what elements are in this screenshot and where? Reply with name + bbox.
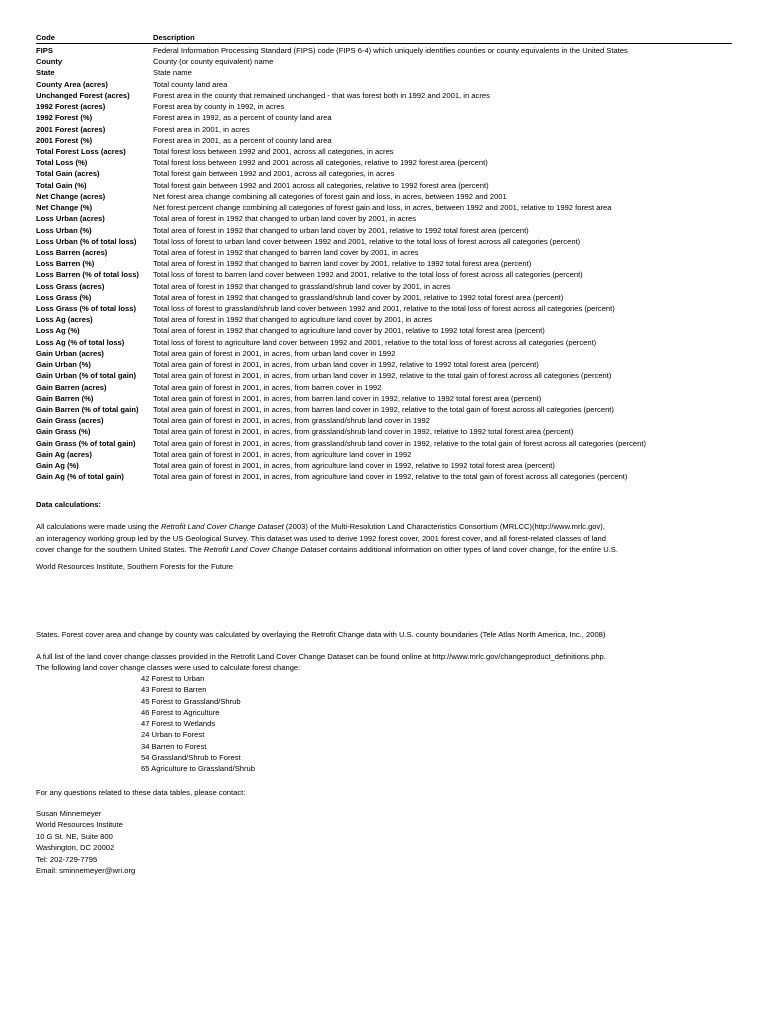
calc-line-3 (36, 544, 618, 555)
field-code: Net Change (acres) (36, 191, 106, 201)
field-code: Total Loss (%) (36, 158, 88, 168)
field-description: Total loss of forest to barren land cover between 1992 and 2001, relative to the total loss of forest across all categories (percent) (153, 270, 583, 280)
dataset-name: Retrofit Land Cover Change Dataset (160, 522, 284, 531)
field-code: Total Forest Loss (acres) (36, 146, 126, 156)
calc-line-1-b: (2003) of the Multi-Resolution Land Characteristics Consortium (MRLCC)(http://www.mrlc.gov), (283, 522, 605, 531)
table-row (36, 135, 732, 146)
field-code: Net Change (%) (36, 203, 93, 213)
field-code: FIPS (36, 46, 53, 55)
full-list-line-2: The following land cover change classes were used to calculate forest change: (36, 663, 301, 672)
full-list-line-1: A full list of the land cover change classes provided in the Retrofit Land Cover Change Dataset can be found online at http://www.mrlc.gov/changeproduct_definitions.php. (36, 652, 606, 661)
field-code: Loss Grass (% of total loss) (36, 304, 137, 314)
field-code: Loss Urban (acres) (36, 214, 105, 224)
table-row (36, 292, 732, 303)
calc-line-1-a: All calculations were made using the (36, 522, 161, 531)
field-description: County (or county equivalent) name (153, 57, 274, 67)
field-code: 2001 Forest (acres) (36, 124, 106, 134)
field-description: Total area of forest in 1992 that changed to barren land cover by 2001, relative to 1992 total forest area (percent) (153, 259, 532, 269)
contact-line: Susan Minnemeyer (36, 809, 102, 818)
field-code: Gain Urban (%) (36, 360, 91, 370)
field-description: Total area gain of forest in 2001, in acres, from barren land cover in 1992, relative to 1992 total forest area (percent) (153, 393, 542, 403)
field-code: Total Gain (%) (36, 180, 87, 190)
data-calculations-heading: Data calculations: (36, 500, 101, 509)
contact-line: Email: sminnemeyer@wri.org (36, 865, 136, 875)
field-description: Forest area in 2001, as a percent of county land area (153, 135, 332, 145)
table-row (36, 90, 732, 101)
table-row (36, 303, 732, 314)
field-description: Total loss of forest to grassland/shrub land cover between 1992 and 2001, relative to the total loss of forest across all categories (percent) (153, 304, 615, 314)
list-item: 24 Urban to Forest (141, 730, 205, 740)
field-code: Gain Urban (% of total gain) (36, 371, 136, 381)
field-code: 1992 Forest (%) (36, 113, 93, 123)
field-description: Total area gain of forest in 2001, in acres, from urban land cover in 1992 (153, 348, 396, 358)
field-description: Total area of forest in 1992 that changed to urban land cover by 2001, in acres (153, 214, 416, 224)
table-row (36, 370, 732, 381)
field-code: 1992 Forest (acres) (36, 102, 106, 112)
table-row (36, 202, 732, 213)
table-row (36, 449, 732, 460)
field-description: Total area of forest in 1992 that changed to urban land cover by 2001, relative to 1992 total forest area (percent) (153, 225, 529, 235)
field-code: Gain Grass (%) (36, 427, 91, 437)
field-code: Loss Grass (acres) (36, 281, 105, 291)
table-row (36, 404, 732, 415)
field-description: State name (153, 68, 192, 78)
table-row (36, 393, 732, 404)
field-description: Forest area by county in 1992, in acres (153, 102, 285, 112)
field-code: Gain Grass (acres) (36, 416, 104, 426)
table-row (36, 247, 732, 258)
table-row (36, 382, 732, 393)
list-item: 42 Forest to Urban (141, 674, 205, 683)
field-description: Total area gain of forest in 2001, in acres, from grassland/shrub land cover in 1992 (153, 416, 430, 426)
contact-line: World Resources Institute (36, 820, 123, 830)
table-row (36, 258, 732, 269)
list-item: 46 Forest to Agriculture (141, 707, 220, 717)
field-description: Total loss of forest to urban land cover between 1992 and 2001, relative to the total loss of forest across all categories (percent) (153, 236, 581, 246)
contact-line: Washington, DC 20002 (36, 843, 115, 853)
table-row (36, 314, 732, 325)
field-description: Total area of forest in 1992 that changed to grassland/shrub land cover by 2001, relative to 1992 total forest area (percent) (153, 292, 564, 302)
table-row (36, 56, 732, 67)
contact-intro: For any questions related to these data tables, please contact: (36, 788, 246, 797)
table-row (36, 471, 732, 482)
field-code: Loss Barren (%) (36, 259, 95, 269)
table-row (36, 281, 732, 292)
field-code: County (36, 57, 63, 67)
list-item: 34 Barren to Forest (141, 741, 207, 751)
table-header (36, 33, 732, 44)
change-classes-list (141, 673, 255, 775)
table-row (36, 168, 732, 179)
field-code: Gain Barren (acres) (36, 382, 107, 392)
header-description: Description (153, 33, 195, 42)
field-code: Loss Ag (% of total loss) (36, 337, 125, 347)
header-code: Code (36, 33, 55, 42)
field-description: Total area gain of forest in 2001, in acres, from grassland/shrub land cover in 1992, relative to the total gain of forest across all categories (percent) (153, 438, 647, 448)
table-row (36, 112, 732, 123)
field-description: Forest area in 2001, in acres (153, 124, 250, 134)
field-code: Gain Barren (%) (36, 393, 94, 403)
table-row (36, 359, 732, 370)
organization-line: World Resources Institute, Southern Forests for the Future (36, 562, 233, 571)
field-description: Total area of forest in 1992 that changed to agriculture land cover by 2001, relative to 1992 total forest area (percent) (153, 326, 545, 336)
table-row (36, 79, 732, 90)
table-row (36, 236, 732, 247)
field-code: Loss Barren (% of total loss) (36, 270, 139, 280)
table-row (36, 67, 732, 78)
field-description: Total area of forest in 1992 that changed to grassland/shrub land cover by 2001, in acres (153, 281, 451, 291)
field-description: Total area gain of forest in 2001, in acres, from barren cover in 1992 (153, 382, 382, 392)
table-row (36, 325, 732, 336)
field-code: County Area (acres) (36, 79, 108, 89)
contact-line: Tel: 202-729-7795 (36, 854, 98, 864)
field-description: Total area gain of forest in 2001, in acres, from urban land cover in 1992, relative to the total gain of forest across all categories (percent) (153, 371, 612, 381)
table-row (36, 460, 732, 471)
calc-line-2: an interagency working group led by the US Geological Survey. This dataset was used to derive 1992 forest cover, 2001 forest cover, and all forest-related classes of land (36, 534, 606, 543)
field-description: Total forest gain between 1992 and 2001, across all categories, in acres (153, 169, 395, 179)
field-code: Loss Urban (%) (36, 225, 92, 235)
list-item: 65 Agriculture to Grassland/Shrub (141, 764, 255, 774)
field-description: Total area of forest in 1992 that changed to barren land cover by 2001, in acres (153, 247, 419, 257)
list-item: 47 Forest to Wetlands (141, 719, 216, 729)
contact-block (36, 808, 135, 876)
table-row (36, 225, 732, 236)
field-code: Unchanged Forest (acres) (36, 90, 130, 100)
field-description: Total forest loss between 1992 and 2001 across all categories, relative to 1992 forest area (percent) (153, 158, 488, 168)
table-row (36, 415, 732, 426)
table-row (36, 438, 732, 449)
table-row (36, 146, 732, 157)
field-description: Forest area in 1992, as a percent of county land area (153, 113, 332, 123)
field-description: Total area gain of forest in 2001, in acres, from agriculture land cover in 1992, relative to the total gain of forest across all categories (percent) (153, 472, 628, 482)
table-row (36, 191, 732, 202)
field-description: Total county land area (153, 79, 228, 89)
dataset-name-2: Retrofit Land Cover Change Dataset (203, 545, 327, 554)
calc-line-3-b: contains additional information on other types of land cover change, for the entire U.S. (326, 545, 618, 554)
field-description: Total area gain of forest in 2001, in acres, from agriculture land cover in 1992 (153, 449, 412, 459)
table-row (36, 124, 732, 135)
field-code: Gain Urban (acres) (36, 348, 104, 358)
field-code: 2001 Forest (%) (36, 135, 93, 145)
field-description: Net forest percent change combining all categories of forest gain and loss, in acres, between 1992 and 2001, relative to 1992 forest area (153, 203, 612, 213)
field-description: Federal Information Processing Standard (FIPS) code (FIPS 6-4) which uniquely identifies counties or county equivalents in the United States (153, 46, 628, 55)
field-description: Total area gain of forest in 2001, in acres, from urban land cover in 1992, relative to 1992 total forest area (percent) (153, 360, 539, 370)
calc-line-3-a: cover change for the southern United States. The (36, 545, 204, 554)
table-row (36, 269, 732, 280)
field-code: Loss Ag (acres) (36, 315, 93, 325)
field-description: Total area gain of forest in 2001, in acres, from barren land cover in 1992, relative to the total gain of forest across all categories (percent) (153, 405, 614, 414)
field-description: Total forest loss between 1992 and 2001, across all categories, in acres (153, 146, 394, 156)
field-code: Gain Ag (% of total gain) (36, 472, 124, 482)
field-description: Forest area in the county that remained unchanged - that was forest both in 1992 and 2001, in acres (153, 90, 490, 100)
field-code: State (36, 68, 55, 78)
field-code: Gain Barren (% of total gain) (36, 405, 139, 414)
list-item: 43 Forest to Barren (141, 685, 207, 695)
table-row (36, 426, 732, 437)
field-description: Total area of forest in 1992 that changed to agriculture land cover by 2001, in acres (153, 315, 433, 325)
field-description: Total forest gain between 1992 and 2001 across all categories, relative to 1992 forest area (percent) (153, 180, 489, 190)
field-description: Total loss of forest to agriculture land cover between 1992 and 2001, relative to the total loss of forest across all categories (percent) (153, 337, 597, 347)
field-code: Loss Barren (acres) (36, 247, 108, 257)
field-code: Gain Ag (%) (36, 461, 79, 471)
table-row (36, 101, 732, 112)
field-code: Loss Grass (%) (36, 292, 92, 302)
field-description: Net forest area change combining all categories of forest gain and loss, in acres, between 1992 and 2001 (153, 191, 507, 201)
table-row (36, 157, 732, 168)
table-row (36, 180, 732, 191)
table-row (36, 213, 732, 224)
field-code: Total Gain (acres) (36, 169, 100, 179)
field-code: Loss Urban (% of total loss) (36, 236, 137, 246)
field-description: Total area gain of forest in 2001, in acres, from grassland/shrub land cover in 1992, relative to 1992 total forest area (percent) (153, 427, 574, 437)
calc-line-1 (36, 521, 605, 532)
table-row (36, 348, 732, 359)
table-body (36, 45, 732, 483)
field-code: Loss Ag (%) (36, 326, 80, 336)
field-description: Total area gain of forest in 2001, in acres, from agriculture land cover in 1992, relative to 1992 total forest area (percent) (153, 461, 555, 471)
table-row (36, 45, 732, 56)
list-item: 54 Grassland/Shrub to Forest (141, 753, 241, 763)
table-row (36, 337, 732, 348)
field-code: Gain Ag (acres) (36, 449, 92, 459)
field-code: Gain Grass (% of total gain) (36, 438, 136, 448)
list-item: 45 Forest to Grassland/Shrub (141, 696, 241, 706)
contact-line: 10 G St. NE, Suite 800 (36, 831, 113, 841)
definitions-table (36, 33, 732, 483)
states-line: States. Forest cover area and change by county was calculated by overlaying the Retrofit Change data with U.S. county boundaries (Tele Atlas North America, Inc., 2008) (36, 630, 606, 639)
